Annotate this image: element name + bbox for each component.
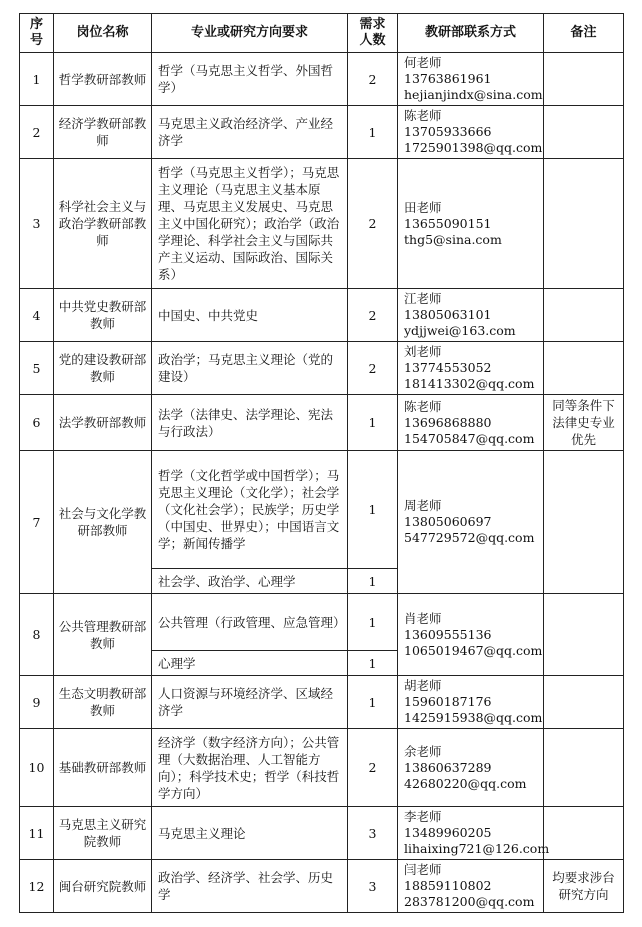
row-num: 1	[348, 676, 398, 729]
contact-phone: 13609555136	[404, 626, 492, 642]
header-row	[20, 14, 624, 53]
row-note	[544, 807, 624, 860]
header-post: 岗位名称	[54, 14, 152, 53]
row-no: 3	[20, 159, 54, 289]
contact-email: 1425915938@qq.com	[404, 710, 543, 725]
table-row	[20, 395, 624, 451]
row-req: 哲学（文化哲学或中国哲学）；马克思主义理论（文化学）；社会学（文化社会学）；民族学；历史学（中国史、世界史）；中国语言文学；新闻传播学	[152, 451, 348, 569]
contact-name: 余老师	[404, 743, 442, 759]
header-contact: 教研部联系方式	[398, 14, 544, 53]
contact-email: 42680220@qq.com	[404, 775, 527, 791]
row-contact	[398, 106, 544, 159]
row-num: 1	[348, 395, 398, 451]
row-note	[544, 289, 624, 342]
row-contact	[398, 807, 550, 860]
row-note	[544, 676, 624, 729]
row-num: 2	[348, 289, 398, 342]
row-req: 人口资源与环境经济学、区域经济学	[152, 676, 348, 729]
row-contact	[398, 451, 544, 594]
row-num-2: 1	[348, 569, 398, 594]
row-post: 社会与文化学教研部教师	[54, 451, 152, 594]
contact-email: 154705847@qq.com	[404, 430, 535, 446]
row-no: 1	[20, 53, 54, 106]
row-req: 政治学、经济学、社会学、历史学	[152, 860, 348, 913]
row-no: 12	[20, 860, 54, 913]
header-note: 备注	[544, 14, 624, 53]
row-no: 11	[20, 807, 54, 860]
row-note	[544, 106, 624, 159]
contact-phone: 15960187176	[404, 694, 492, 709]
row-note	[544, 594, 624, 676]
contact-phone: 13805063101	[404, 307, 492, 322]
row-no: 9	[20, 676, 54, 729]
row-contact	[398, 676, 544, 729]
contact-phone: 13696868880	[404, 414, 492, 430]
contact-email: 547729572@qq.com	[404, 530, 535, 545]
row-no: 4	[20, 289, 54, 342]
row-post: 经济学教研部教师	[54, 106, 152, 159]
row-req: 法学（法律史、法学理论、宪法与行政法）	[152, 395, 348, 451]
row-num: 3	[348, 860, 398, 913]
row-contact	[398, 289, 544, 342]
header-no: 序号	[20, 14, 54, 53]
contact-phone: 13774553052	[404, 360, 492, 375]
table-row	[20, 159, 624, 289]
row-post: 公共管理教研部教师	[54, 594, 152, 676]
row-num: 1	[348, 106, 398, 159]
row-note	[544, 53, 624, 106]
row-note: 均要求涉台研究方向	[544, 860, 624, 913]
row-post: 中共党史教研部教师	[54, 289, 152, 342]
contact-phone: 13489960205	[404, 825, 492, 840]
row-num: 2	[348, 53, 398, 106]
row-note	[544, 729, 624, 807]
contact-name: 周老师	[404, 498, 442, 513]
contact-email: lihaixing721@126.com	[404, 841, 550, 856]
contact-name: 刘老师	[404, 344, 442, 359]
row-req: 哲学（马克思主义哲学、外国哲学）	[152, 53, 348, 106]
row-no: 7	[20, 451, 54, 594]
row-post: 马克思主义研究院教师	[54, 807, 152, 860]
header-req: 专业或研究方向要求	[152, 14, 348, 53]
row-post: 生态文明教研部教师	[54, 676, 152, 729]
row-req: 马克思主义理论	[152, 807, 348, 860]
row-note	[544, 342, 624, 395]
row-req: 政治学；马克思主义理论（党的建设）	[152, 342, 348, 395]
row-note: 同等条件下法律史专业优先	[544, 395, 624, 451]
contact-name: 陈老师	[404, 108, 442, 123]
contact-phone: 13763861961	[404, 71, 492, 86]
row-contact	[398, 594, 544, 676]
table-row	[20, 289, 624, 342]
row-contact	[398, 53, 544, 106]
contact-name: 闫老师	[404, 862, 442, 877]
contact-name: 田老师	[404, 199, 442, 215]
row-req: 中国史、中共党史	[152, 289, 348, 342]
table-row	[20, 729, 624, 807]
contact-name: 李老师	[404, 809, 442, 824]
row-note	[544, 451, 624, 594]
row-no: 5	[20, 342, 54, 395]
row-num: 2	[348, 342, 398, 395]
row-no: 2	[20, 106, 54, 159]
contact-phone: 18859110802	[404, 878, 492, 893]
table-row	[20, 106, 624, 159]
row-req: 经济学（数字经济方向）；公共管理（大数据治理、人工智能方向）；科学技术史；哲学（科技哲学方向）	[152, 729, 348, 807]
contact-phone: 13860637289	[404, 759, 492, 775]
contact-email: 1065019467@qq.com	[404, 642, 543, 658]
row-req-2: 社会学、政治学、心理学	[152, 569, 348, 594]
table-row	[20, 342, 624, 395]
row-num: 2	[348, 729, 398, 807]
row-contact	[398, 860, 544, 913]
row-no: 10	[20, 729, 54, 807]
row-req-2: 心理学	[152, 651, 348, 676]
row-contact	[398, 395, 544, 451]
row-contact	[398, 159, 544, 289]
contact-name: 陈老师	[404, 398, 442, 414]
contact-phone: 13705933666	[404, 124, 492, 139]
row-post: 基础教研部教师	[54, 729, 152, 807]
row-num-2: 1	[348, 651, 398, 676]
contact-phone: 13805060697	[404, 514, 492, 529]
contact-email: 181413302@qq.com	[404, 376, 535, 391]
contact-email: ydjjwei@163.com	[404, 323, 516, 338]
row-post: 党的建设教研部教师	[54, 342, 152, 395]
contact-name: 胡老师	[404, 678, 442, 693]
contact-name: 肖老师	[404, 610, 442, 626]
contact-name: 江老师	[404, 291, 442, 306]
row-num: 1	[348, 594, 398, 651]
row-no: 6	[20, 395, 54, 451]
row-req: 马克思主义政治经济学、产业经济学	[152, 106, 348, 159]
contact-email: 1725901398@qq.com	[404, 140, 543, 155]
table-row	[20, 53, 624, 106]
row-note	[544, 159, 624, 289]
row-req: 公共管理（行政管理、应急管理）	[152, 594, 348, 651]
table-row	[20, 451, 624, 569]
header-num: 需求人数	[348, 14, 398, 53]
positions-table	[19, 13, 624, 913]
table-row	[20, 807, 624, 860]
row-post: 科学社会主义与政治学教研部教师	[54, 159, 152, 289]
contact-email: hejianjindx@sina.com	[404, 87, 543, 102]
row-num: 2	[348, 159, 398, 289]
row-contact	[398, 342, 544, 395]
contact-email: 283781200@qq.com	[404, 894, 535, 909]
row-num: 1	[348, 451, 398, 569]
row-post: 法学教研部教师	[54, 395, 152, 451]
contact-email: thg5@sina.com	[404, 231, 502, 247]
row-post: 哲学教研部教师	[54, 53, 152, 106]
table-row	[20, 860, 624, 913]
table-row	[20, 594, 624, 651]
row-req: 哲学（马克思主义哲学）；马克思主义理论（马克思主义基本原理、马克思主义发展史、马克思主义中国化研究）；政治学（政治学理论、科学社会主义与国际共产主义运动、国际政治、国际关系）	[152, 159, 348, 289]
row-contact	[398, 729, 544, 807]
contact-phone: 13655090151	[404, 215, 492, 231]
row-num: 3	[348, 807, 398, 860]
row-no: 8	[20, 594, 54, 676]
row-post: 闽台研究院教师	[54, 860, 152, 913]
table-row	[20, 676, 624, 729]
contact-name: 何老师	[404, 55, 442, 70]
